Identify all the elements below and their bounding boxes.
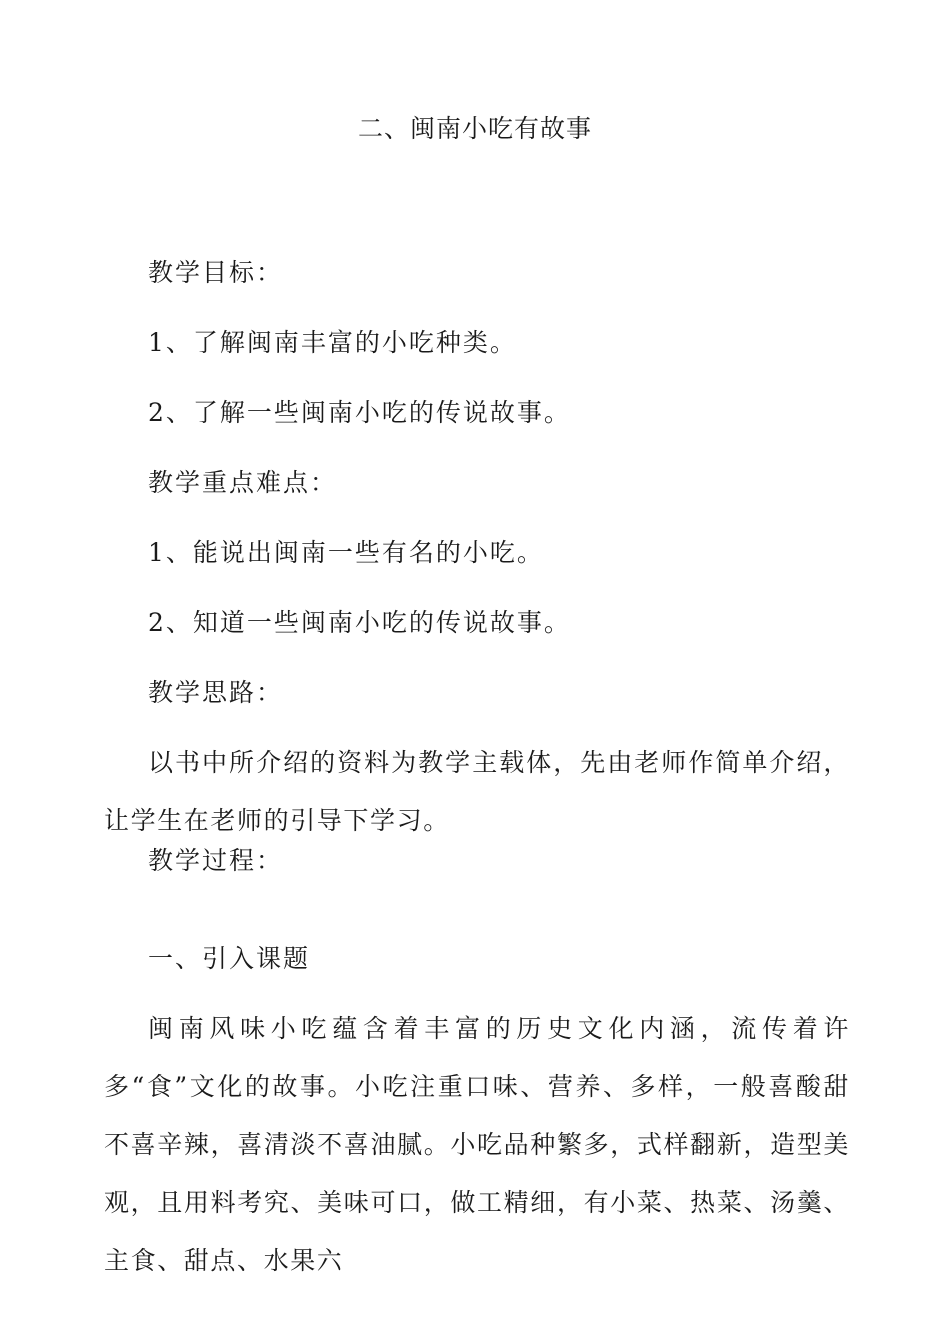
process-heading: 教学过程： bbox=[148, 846, 284, 875]
objective-item-1: 1、了解闽南丰富的小吃种类。 bbox=[148, 328, 517, 357]
keypoint-item-1: 1、能说出闽南一些有名的小吃。 bbox=[148, 538, 544, 567]
objective-item-2: 2、了解一些闽南小吃的传说故事。 bbox=[148, 398, 571, 427]
keypoints-heading: 教学重点难点： bbox=[148, 468, 338, 497]
section-1-heading: 一、引入课题 bbox=[148, 944, 311, 973]
objectives-heading: 教学目标： bbox=[148, 258, 284, 287]
keypoint-item-2: 2、知道一些闽南小吃的传说故事。 bbox=[148, 608, 571, 637]
section-1-paragraph: 闽南风味小吃蕴含着丰富的历史文化内涵，流传着许多“食”文化的故事。小吃注重口味、营养、多样，一般喜酸甜不喜辛辣，喜清淡不喜油腻。小吃品种繁多，式样翻新，造型美观，且用料考究、美味可口，做工精细，有小菜、热菜、汤羹、主食、甜点、水果六 bbox=[104, 1014, 850, 1275]
approach-paragraph: 以书中所介绍的资料为教学主载体，先由老师作简单介绍，让学生在老师的引导下学习。 bbox=[104, 748, 850, 835]
approach-heading: 教学思路： bbox=[148, 678, 284, 707]
document-title: 二、闽南小吃有故事 bbox=[357, 114, 592, 143]
